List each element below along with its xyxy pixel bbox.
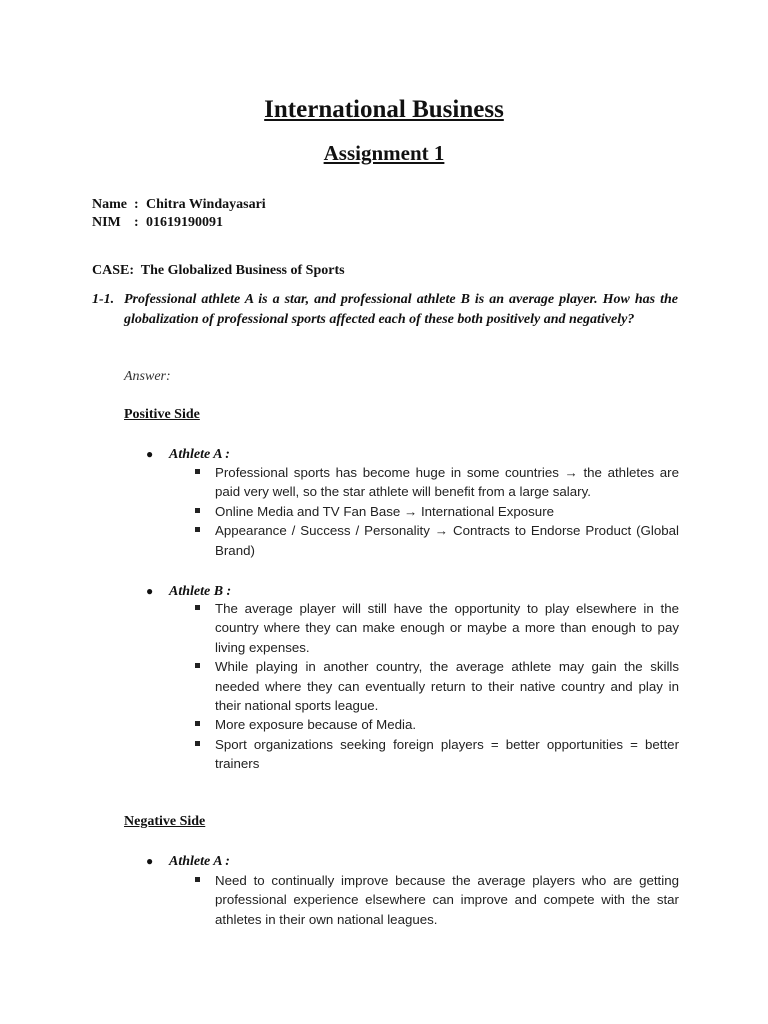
negative-athlete-a-list	[215, 871, 679, 929]
square-bullet-icon	[195, 605, 200, 610]
positive-athlete-a-list	[215, 463, 679, 560]
list-item: Sport organizations seeking foreign players = better opportunities = better trainers	[215, 735, 679, 774]
case-title: CASE: The Globalized Business of Sports	[92, 263, 345, 278]
square-bullet-icon	[195, 508, 200, 513]
list-item: The average player will still have the opportunity to play elsewhere in the country where they can make enough or maybe a more than enough to pay living expenses.	[215, 599, 679, 657]
positive-athlete-a-label	[146, 445, 230, 464]
name-value: Chitra Windayasari	[146, 197, 266, 212]
bullet-icon: ●	[146, 584, 154, 598]
answer-label: Answer:	[124, 369, 171, 384]
nim-label: NIM	[92, 215, 121, 230]
negative-athlete-a-label	[146, 852, 230, 871]
bullet-icon: ●	[146, 854, 154, 868]
name-separator: :	[134, 197, 139, 212]
nim-separator: :	[134, 215, 139, 230]
document-subtitle: Assignment 1	[323, 141, 445, 165]
question-number: 1-1.	[92, 292, 115, 307]
square-bullet-icon	[195, 877, 200, 882]
list-item: Appearance / Success / Personality → Contracts to Endorse Product (Global Brand)	[215, 521, 679, 560]
square-bullet-icon	[195, 741, 200, 746]
square-bullet-icon	[195, 721, 200, 726]
list-item: Online Media and TV Fan Base → International Exposure	[215, 502, 679, 521]
name-label: Name	[92, 197, 127, 212]
positive-athlete-b-list	[215, 599, 679, 774]
student-name-line	[92, 196, 266, 214]
square-bullet-icon	[195, 663, 200, 668]
student-nim-line	[92, 214, 223, 232]
square-bullet-icon	[195, 527, 200, 532]
athlete-label-text: Athlete A :	[169, 854, 230, 869]
question-text: Professional athlete A is a star, and professional athlete B is an average player. How has the globalization of professional sports affected each of these both positively and negatively?	[124, 292, 678, 327]
list-item: More exposure because of Media.	[215, 715, 679, 734]
document-title: International Business	[264, 96, 504, 123]
list-item: Need to continually improve because the average players who are getting professional experience elsewhere can improve and compete with the star athletes in their own national leagues.	[215, 871, 679, 929]
list-item: Professional sports has become huge in some countries → the athletes are paid very well, so the star athlete will benefit from a large salary.	[215, 463, 679, 502]
athlete-label-text: Athlete A :	[169, 447, 230, 462]
negative-side-heading: Negative Side	[124, 814, 206, 829]
nim-value: 01619190091	[146, 215, 223, 230]
positive-side-heading: Positive Side	[124, 407, 200, 422]
athlete-label-text: Athlete B :	[169, 584, 232, 599]
square-bullet-icon	[195, 469, 200, 474]
list-item: While playing in another country, the average athlete may gain the skills needed where they can eventually return to their native country and play in their national sports league.	[215, 657, 679, 715]
bullet-icon: ●	[146, 447, 154, 461]
